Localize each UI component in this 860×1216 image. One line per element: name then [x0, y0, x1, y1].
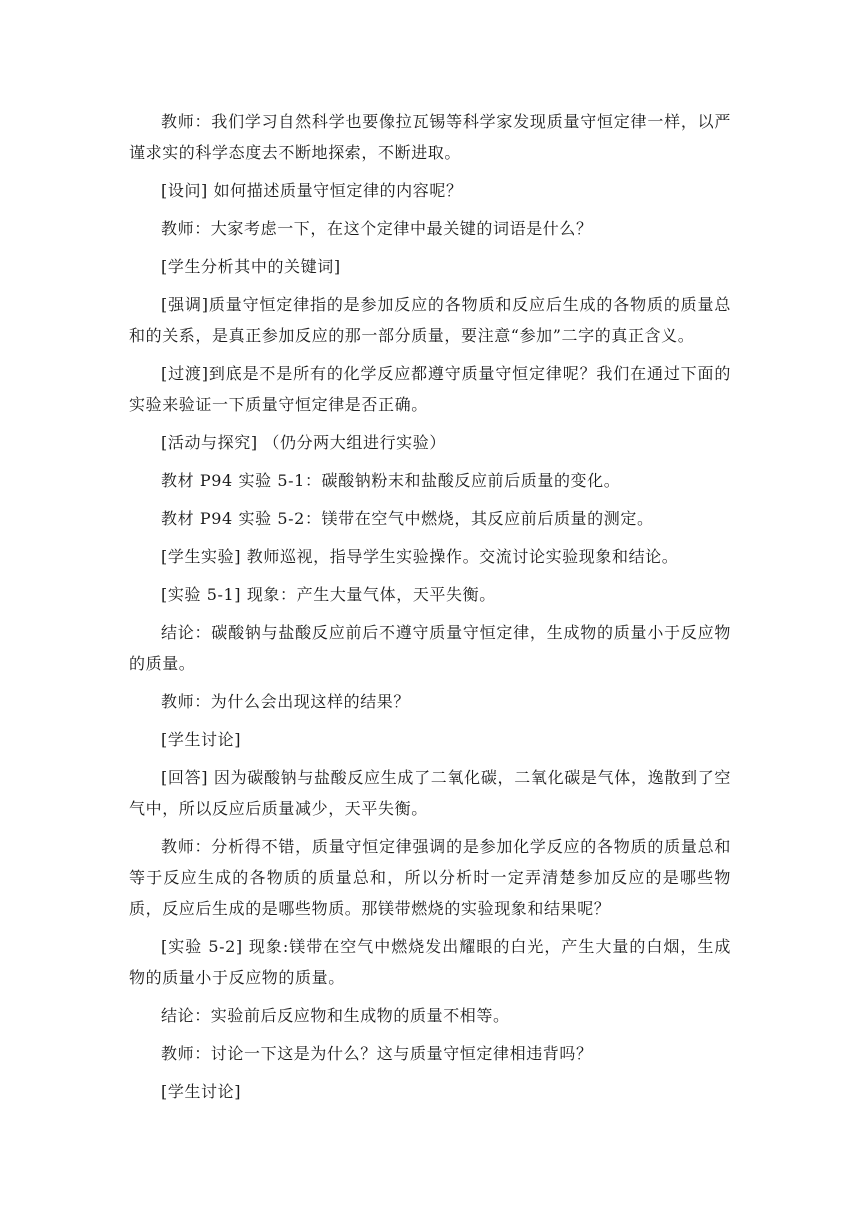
paragraph-experiment-5-2: 教材 P94 实验 5-2：镁带在空气中燃烧，其反应前后质量的测定。: [161, 509, 654, 528]
paragraph-experiment-5-1: 教材 P94 实验 5-1：碳酸钠粉末和盐酸反应前后质量的变化。: [161, 471, 621, 490]
paragraph-teacher-discuss: 教师：讨论一下这是为什么？这与质量守恒定律相违背吗？: [161, 1044, 593, 1063]
paragraph-student-discussion-1: [学生讨论]: [161, 730, 242, 749]
paragraph-conclusion-5-1: 结论：碳酸钠与盐酸反应前后不遵守质量守恒定律，生成物的质量小于反应物的质量。: [129, 623, 731, 673]
paragraph-emphasis: [强调]质量守恒定律指的是参加反应的各物质和反应后生成的各物质的质量总和的关系，是真正参加反应的那一部分质量，要注意“参加”二字的真正含义。: [129, 295, 731, 345]
paragraph-phenomenon-5-1: [实验 5-1] 现象：产生大量气体，天平失衡。: [161, 585, 496, 604]
paragraph-teacher-analysis: 教师：分析得不错，质量守恒定律强调的是参加化学反应的各物质的质量总和等于反应生成的各物质的质量总和，所以分析时一定弄清楚参加反应的是哪些物质，反应后生成的是哪些物质。那镁带燃烧的实验现象和结果呢？: [129, 837, 731, 918]
paragraph-teacher-why: 教师：为什么会出现这样的结果？: [161, 692, 411, 711]
paragraph-teacher-keyword: 教师：大家考虑一下，在这个定律中最关键的词语是什么？: [161, 219, 593, 238]
paragraph-phenomenon-5-2: [实验 5-2] 现象:镁带在空气中燃烧发出耀眼的白光，产生大量的白烟，生成物的质量小于反应物的质量。: [129, 937, 731, 987]
paragraph-answer: [回答] 因为碳酸钠与盐酸反应生成了二氧化碳，二氧化碳是气体，逸散到了空气中，所以反应后质量减少，天平失衡。: [129, 768, 731, 818]
paragraph-activity: [活动与探究] （仍分两大组进行实验）: [161, 433, 446, 452]
paragraph-student-discussion-2: [学生讨论]: [161, 1082, 242, 1101]
paragraph-teacher-intro: 教师：我们学习自然科学也要像拉瓦锡等科学家发现质量守恒定律一样，以严谨求实的科学态度去不断地探索，不断进取。: [129, 112, 731, 162]
paragraph-conclusion-5-2: 结论：实验前后反应物和生成物的质量不相等。: [161, 1006, 510, 1025]
paragraph-student-experiment: [学生实验] 教师巡视，指导学生实验操作。交流讨论实验现象和结论。: [161, 547, 679, 566]
paragraph-transition: [过渡]到底是不是所有的化学反应都遵守质量守恒定律呢？我们在通过下面的实验来验证一下质量守恒定律是否正确。: [129, 364, 731, 414]
paragraph-student-analysis: [学生分析其中的关键词]: [161, 257, 341, 276]
paragraph-question: [设问] 如何描述质量守恒定律的内容呢？: [161, 181, 463, 200]
document-body: [129, 106, 731, 1114]
